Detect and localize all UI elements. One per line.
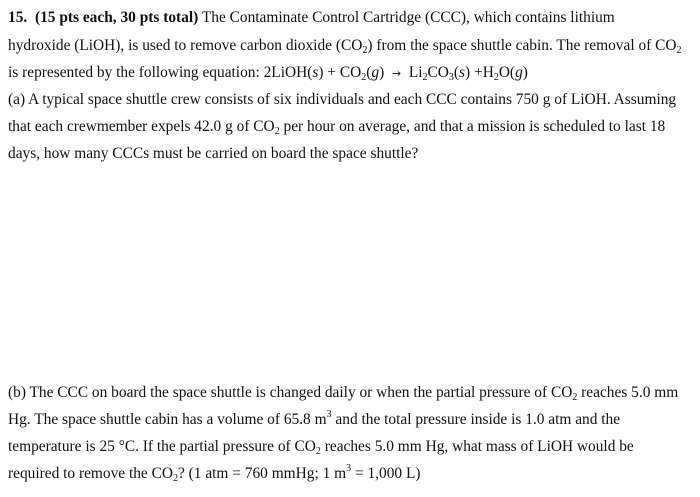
subscript: 2 — [362, 45, 368, 56]
part-b-line-1 — [8, 384, 679, 403]
subscript: 2 — [361, 72, 367, 83]
state-solid: s — [312, 64, 319, 81]
product-li: Li — [408, 64, 423, 81]
intro-text-2b: ) from the space shuttle cabin. The removal of CO — [367, 37, 677, 54]
part-a-text-2a: that each crewmember expels 42.0 g of CO — [8, 118, 275, 135]
part-a-line-3: days, how many CCCs must be carried on board the space shuttle? — [8, 145, 419, 162]
superscript: 3 — [346, 463, 352, 474]
intro-line-2 — [8, 37, 682, 56]
subscript: 3 — [448, 72, 454, 83]
product-o: O( — [498, 64, 516, 81]
part-b-line-2 — [8, 409, 621, 428]
question-header-line — [8, 10, 615, 25]
subscript: 2 — [493, 72, 499, 83]
equation-plus-co: ) + CO — [318, 64, 362, 81]
part-b-text-3b: reaches 5.0 mm Hg, what mass of LiOH would be — [320, 438, 634, 455]
part-b-text-2a: Hg. The space shuttle cabin has a volume of 65.8 m — [8, 411, 327, 428]
superscript: 3 — [326, 409, 332, 420]
state-gas: g — [371, 64, 380, 81]
subscript: 2 — [274, 126, 280, 137]
part-b-text-4b: ? (1 atm = 760 mmHg; 1 m — [177, 465, 347, 482]
subscript: 2 — [422, 72, 428, 83]
state-gas: g — [515, 64, 523, 81]
state-solid: s — [459, 64, 466, 81]
reaction-arrow-icon: → — [391, 67, 402, 80]
subscript: 2 — [676, 45, 682, 56]
part-b-text-1b: reaches 5.0 mm — [577, 384, 679, 401]
part-b-text-4a: required to remove the CO — [8, 465, 173, 482]
subscript: 2 — [172, 473, 178, 484]
product-h: +H — [474, 64, 494, 81]
part-a-line-1: (a) A typical space shuttle crew consists of six individuals and each CCC contains 750 g of LiOH. Assuming — [8, 91, 677, 108]
subscript: 2 — [572, 392, 578, 403]
equation-line: is represented by the following equation: 2LiOH(s) + $CO_2(g) \to Li_2CO_3(s) +H_2O(g)$ — [8, 64, 528, 83]
part-b-line-3 — [8, 438, 634, 457]
question-points: (15 pts each, 30 pts total) — [34, 9, 199, 26]
intro-text-2: hydroxide (LiOH), is used to remove carbon dioxide (CO — [8, 37, 363, 54]
part-b-line-4 — [8, 463, 421, 484]
product-co: CO — [427, 64, 449, 81]
part-b-text-3a: temperature is 25 °C. If the partial pressure of CO — [8, 438, 316, 455]
intro-text-3: is represented by the following equation: 2LiOH( — [8, 64, 313, 81]
intro-text-1: The Contaminate Control Cartridge (CCC), which contains lithium — [201, 9, 615, 26]
part-b-text-2b: and the total pressure inside is 1.0 atm and the — [331, 411, 621, 428]
part-b-text-1a: (b) The CCC on board the space shuttle is changed daily or when the partial pressure of CO — [8, 384, 573, 401]
part-b-text-4c: = 1,000 L) — [351, 465, 421, 482]
question-number: 15. — [8, 9, 28, 26]
part-a-line-2 — [8, 118, 666, 137]
subscript: 2 — [315, 446, 321, 457]
part-a-text-2b: per hour on average, and that a mission is scheduled to last 18 — [279, 118, 666, 135]
